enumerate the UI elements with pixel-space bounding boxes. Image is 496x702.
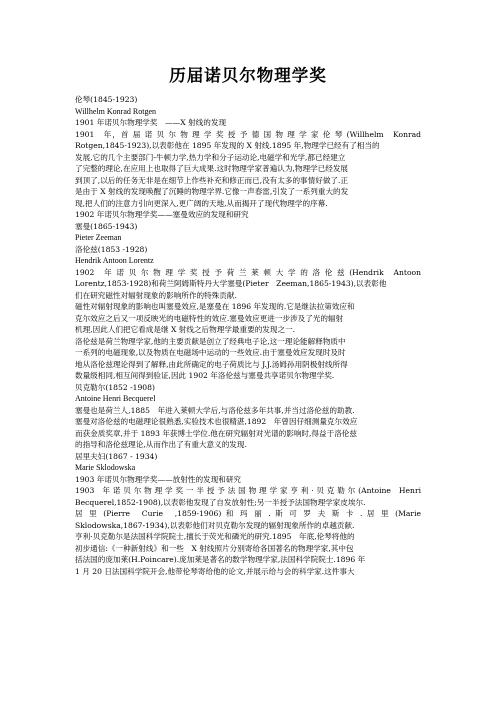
text-line: 塞曼(1865-1943) <box>75 221 138 231</box>
text-line: 1901 年诺贝尔物理学奖 ——X 射线的发现 <box>75 118 227 127</box>
text-line: 磁性对辐射现象的影响也叫塞曼效应,是塞曼在 1896 年发现的.它是继法拉第效应和 <box>75 302 355 311</box>
text-line: 到顶了,以后的任务无非是在细节上作些补充和修正而已,没有太多的事情好做了.正 <box>75 175 349 185</box>
text-line: 1902 年诺贝尔物理学奖——塞曼效应的发现和研究 <box>75 210 249 219</box>
text-line: 1 月 20 日法国科学院开会,他带伦琴寄给他的论文,并展示给与会的科学家.这件事大 <box>75 566 355 576</box>
text-line: 初步通信:《一种新射线》和一些 X 射线照片分别寄给各国著名的物理学家,其中包 <box>75 543 354 553</box>
text-line: Antoine Henri Becquerel <box>75 394 156 403</box>
text-line: 洛伦兹(1853 -1928) <box>75 244 148 254</box>
text-line: 塞曼也是荷兰人,1885 年进入莱顿大学后,与洛伦兹多年共事,并当过洛伦兹的助教. <box>75 405 355 415</box>
text-line: 而获金质奖章,并于 1893 年获博士学位.他在研究辐射对光谱的影响时,得益于洛伦兹 <box>75 428 357 438</box>
text-line: Pieter Zeeman <box>75 233 122 242</box>
text-line: Becquerel,1852-1908),以表彰他发现了自发放射性;另一半授予法国物理学家皮埃尔. <box>75 497 366 507</box>
text-line: 洛伦兹是荷兰物理学家,他的主要贡献是创立了经典电子论,这一理论能解释物质中 <box>75 336 346 346</box>
text-line: Willhelm Konrad Rotgen <box>75 106 156 116</box>
text-line: Marie Sklodowska <box>75 463 136 472</box>
text-line: 是由于 X 射线的发现唤醒了沉睡的物理学界.它像一声春雷,引发了一系列重大的发 <box>75 187 349 196</box>
text-line: 括法国的庞加莱(H.Poincare).庞加莱是著名的数学物理学家,法国科学院院士.1896 年 <box>75 555 366 564</box>
text-line: Hendrik Antoon Lorentz <box>75 256 154 265</box>
text-line: 亨利·贝克勒尔是法国科学院院士,擅长于荧光和磷光的研究.1895 年底,伦琴将他的 <box>75 532 355 541</box>
text-line: 贝克勒尔(1852 -1908) <box>75 382 155 392</box>
text-line: 发展,它的几个主要部门-牛顿力学,热力学和分子运动论,电磁学和光学,都已经建立 <box>75 152 346 162</box>
text-line: 数量级相同,相互间得到验证,因此 1902 年洛伦兹与塞曼共享诺贝尔物理学奖. <box>75 371 335 380</box>
text-line: 地从洛伦兹理论得到了解释,由此所确定的电子荷质比与 J.J.汤姆孙用阴极射线所得 <box>75 359 348 369</box>
text-line: 们在研究磁性对辐射现象的影响所作的特殊贡献. <box>75 290 237 300</box>
text-line: 了完整的理论,在应用上也取得了巨大成果.这时物理学家普遍认为,物理学已经发展 <box>75 164 349 173</box>
text-line: 的指导和洛伦兹理论,从而作出了有重大意义的发现. <box>75 440 247 449</box>
text-line: Rotgen,1845-1923),以表彰他在 1895 年发现的 X 射线.1895 年,物理学已经有了相当的 <box>75 141 380 150</box>
text-line: 1902 年 诺 贝 尔 物 理 学 奖 授 予 荷 兰 莱 顿 大 学 的 洛 伦 兹 (Hendrik Antoon <box>75 267 421 277</box>
text-line: 塞曼对洛伦兹的电磁理论很熟悉,实验技术也很精湛,1892 年曾因仔细测量克尔效应 <box>75 417 358 426</box>
text-line: 1903 年 诺 贝 尔 物 理 学 奖 一 半 授 予 法 国 物 理 学 家 亨 利 · 贝 克 勒 尔 (Antoine Henri <box>75 486 421 495</box>
text-line: 伦琴(1845-1923) <box>75 95 138 104</box>
text-line: 机理,因此人们把它看成是继 X 射线之后物理学最重要的发现之一. <box>75 325 296 334</box>
page-title: 历届诺贝尔物理学奖 <box>169 66 327 85</box>
text-line: 一系列的电磁现象,以及物质在电磁场中运动的一些效应.由于塞曼效应发现时及时 <box>75 348 346 357</box>
document-body <box>75 94 421 577</box>
text-line: 克尔效应之后又一项反映光的电磁特性的效应.塞曼效应更进一步涉及了光的辐射 <box>75 313 344 323</box>
text-line: 居 里 (Pierre Curie ,1859-1906) 和 玛 丽 . 斯 可 罗 夫 斯 卡 . 居 里 (Marie <box>75 509 421 518</box>
text-line: 1901 年，首 届 诺 贝 尔 物 理 学 奖 授 予 德 国 物 理 学 家 伦 琴 (Willhelm Konrad <box>75 129 421 139</box>
text-line: Lorentz,1853-1928)和荷兰阿姆斯特丹大学塞曼(Pieter Zeeman,1865-1943),以表彰他 <box>75 279 387 288</box>
text-line: 现,把人们的注意力引向更深入,更广阔的天地,从而揭开了现代物理学的序幕. <box>75 198 328 208</box>
text-line: 居里夫妇(1867 - 1934) <box>75 451 158 461</box>
text-line: 1903 年诺贝尔物理学奖——放射性的发现和研究 <box>75 474 242 484</box>
text-line: Sklodowska,1867-1934),以表彰他们对贝克勒尔发现的辐射现象所作的卓越贡献. <box>75 520 355 530</box>
